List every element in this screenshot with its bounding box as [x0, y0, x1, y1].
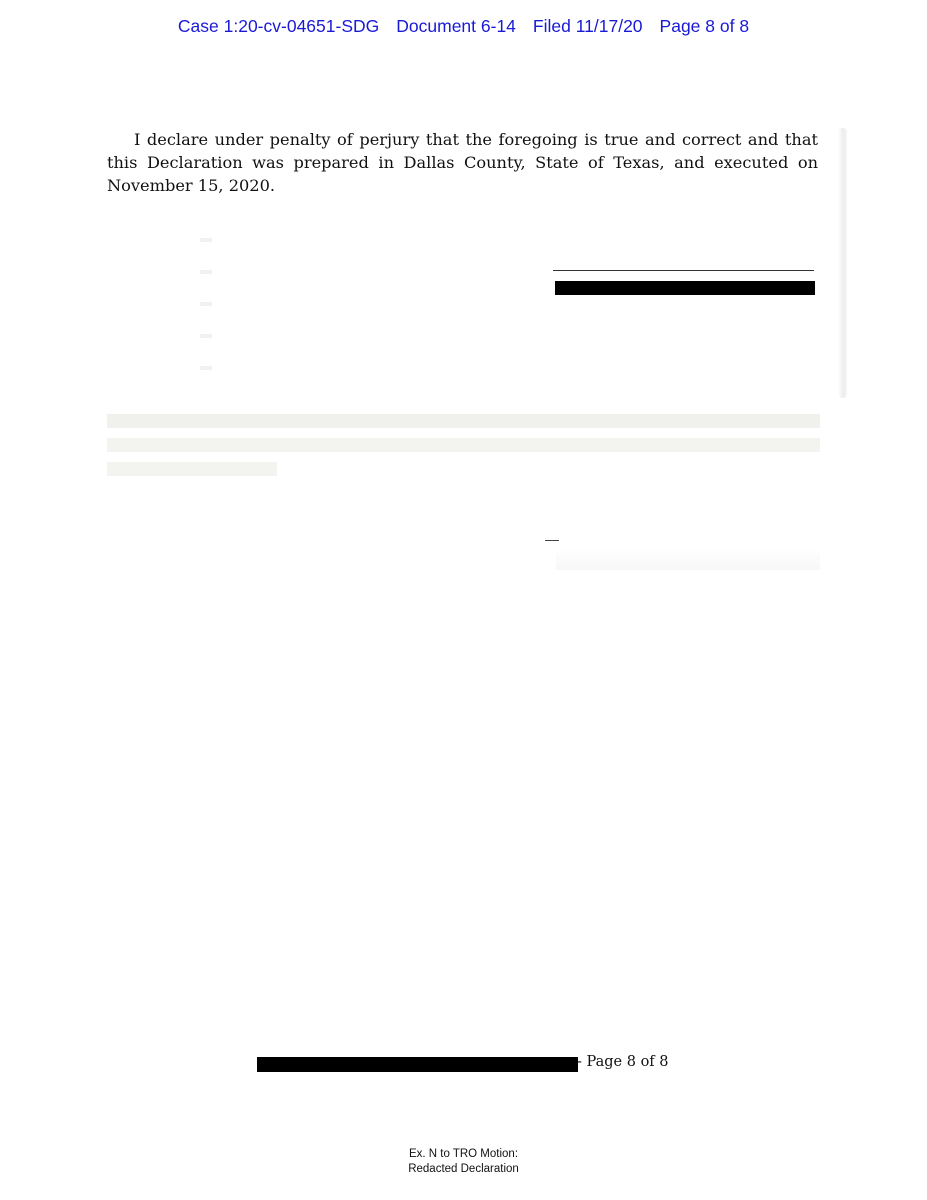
footer-page-number: - Page 8 of 8	[577, 1054, 669, 1070]
footer-redaction	[257, 1057, 578, 1072]
exhibit-label	[0, 1147, 927, 1177]
exhibit-line-2: Redacted Declaration	[408, 1163, 519, 1175]
bleed-through-block	[556, 548, 820, 570]
header-page-number: Page 8 of 8	[659, 16, 750, 36]
bleed-through-dash	[545, 540, 559, 541]
declaration-paragraph: I declare under penalty of perjury that the foregoing is true and correct and that this Declaration was prepared in Dallas County, State of Texas, and executed on November 15, 2020.	[107, 130, 818, 195]
case-header	[0, 16, 927, 37]
bleed-through-marks	[200, 210, 212, 390]
scan-edge-shadow	[838, 128, 847, 398]
signature-redaction	[555, 281, 815, 295]
bleed-through-paragraph	[107, 408, 820, 480]
document-number: Document 6-14	[396, 16, 516, 36]
exhibit-line-1: Ex. N to TRO Motion:	[408, 1148, 519, 1160]
filed-date: Filed 11/17/20	[532, 16, 643, 36]
signature-line	[553, 270, 814, 271]
case-number: Case 1:20-cv-04651-SDG	[177, 16, 380, 36]
